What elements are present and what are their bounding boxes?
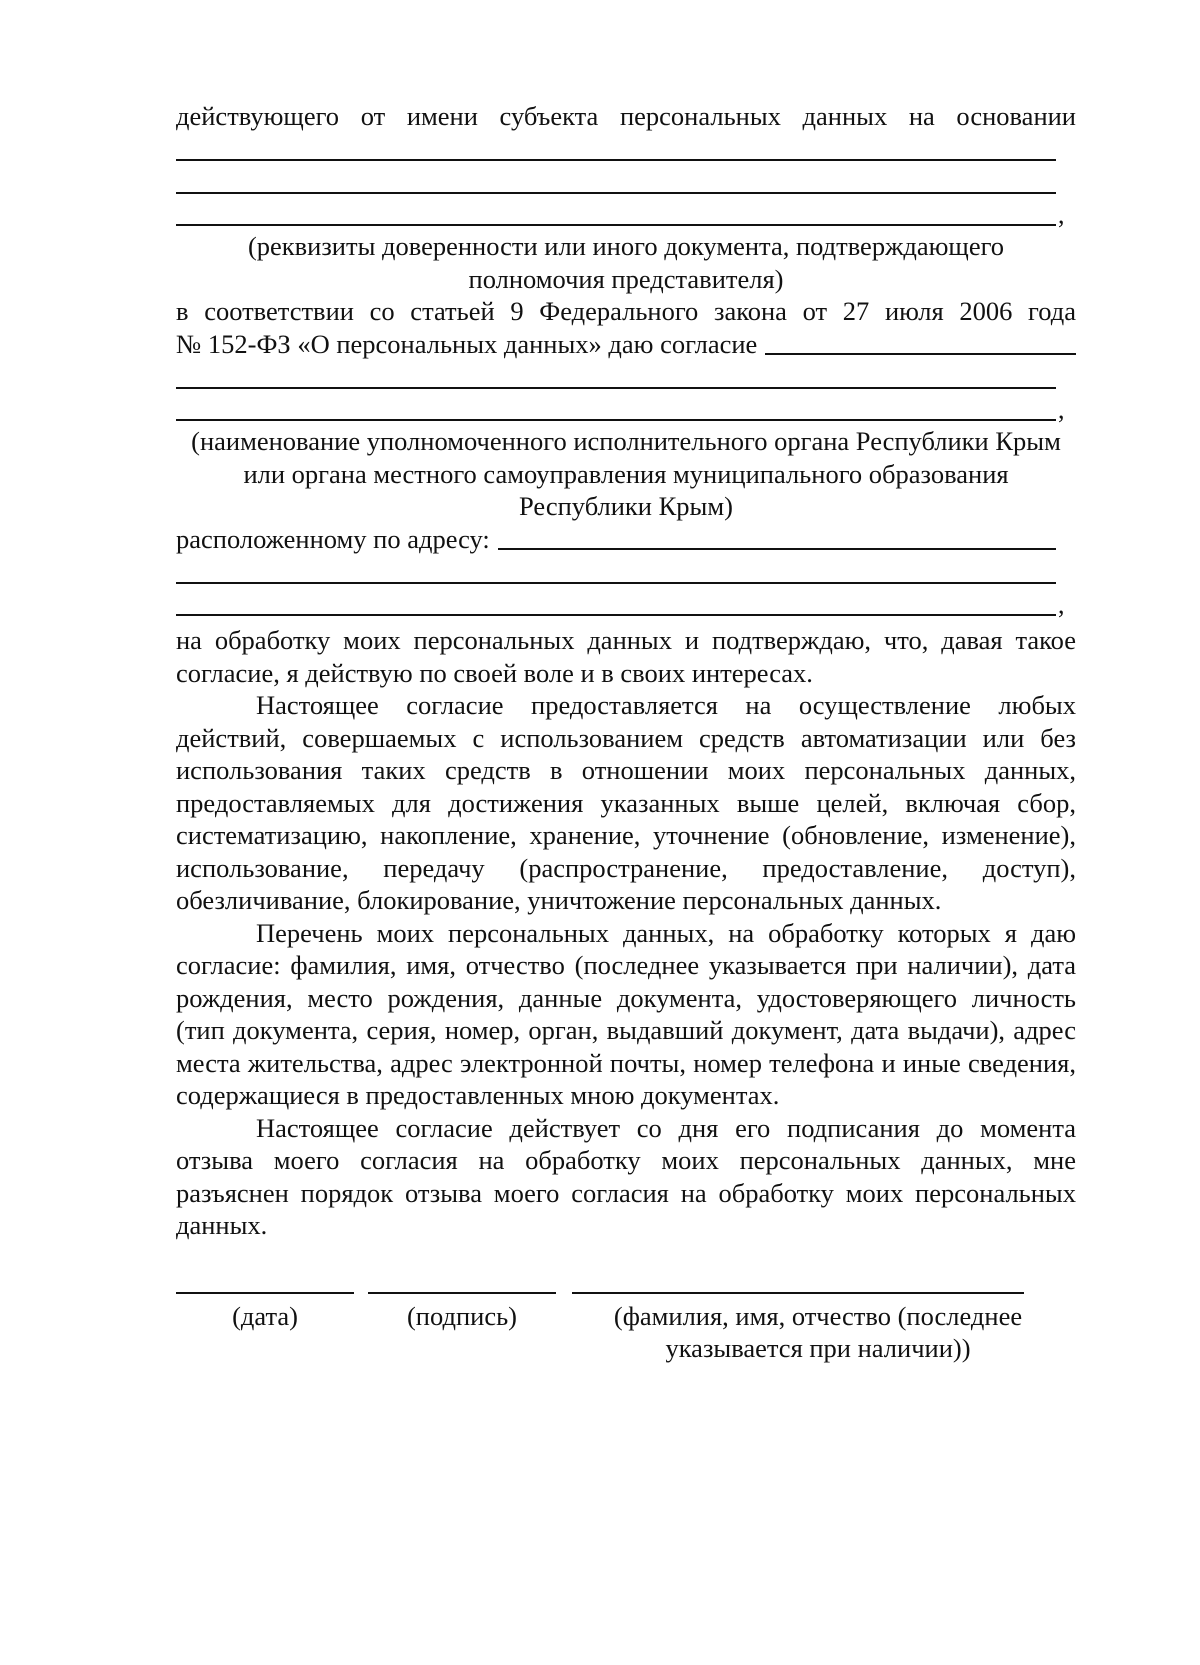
full-name-label: (фамилия, имя, отчество (последнее указывается при наличии)) [613, 1300, 1023, 1363]
law-consent-text: № 152-ФЗ «О персональных данных» даю согласие [176, 328, 758, 359]
blank-rule [176, 224, 1056, 226]
signature-block [176, 1272, 1076, 1392]
blank-rule [176, 419, 1056, 421]
blank-rule [176, 192, 1056, 194]
basis-caption: (реквизиты доверенности или иного документа, подтверждающего полномочия представителя) [247, 231, 1005, 294]
blank-rule [176, 387, 1056, 389]
recipient-field-line-2[interactable] [176, 360, 1076, 393]
consent-recipient-row [176, 328, 1076, 361]
blank-rule [176, 614, 1056, 616]
address-row [176, 523, 1076, 556]
basis-field-line-1[interactable] [176, 133, 1076, 166]
date-field[interactable] [176, 1292, 354, 1294]
date-label: (дата) [232, 1300, 298, 1331]
recipient-caption: (наименование уполномоченного исполнительного органа Республики Крым или органа местного самоуправления муниципального образования Республики Крым) [191, 426, 1061, 521]
trailing-comma: , [1058, 395, 1065, 424]
trailing-comma: , [1058, 200, 1065, 229]
actions-paragraph: Настоящее согласие предоставляется на осуществление любых действий, совершаемых с использованием средств автоматизации или без использования таких средств в отношении моих персональных данных, предоставляемых для достижения указанных выше целей, включая сбор, систематизацию, накопление, хранение, уточнение (обновление, изменение), использование, передачу (распространение, предоставление, доступ), обезличивание, блокирование, уничтожение персональных данных. [176, 690, 1076, 915]
address-field[interactable] [498, 548, 1056, 550]
signature-label: (подпись) [406, 1300, 517, 1331]
recipient-field[interactable] [765, 353, 1076, 355]
law-reference-line: в соответствии со статьей 9 Федерального закона от 27 июля 2006 года [176, 296, 1076, 326]
consent-form-page [176, 100, 1076, 1392]
data-list-paragraph: Перечень моих персональных данных, на обработку которых я даю согласие: фамилия, имя, отчество (последнее указывается при наличии), дата рождения, место рождения, данные документа, удостоверяющего личность (тип документа, серия, номер, орган, выдавший документ, дата выдачи), адрес места жительства, адрес электронной почты, номер телефона и иные сведения, содержащиеся в предоставленных мною документах. [176, 917, 1076, 1110]
blank-rule [176, 582, 1056, 584]
address-field-line-3[interactable] [176, 588, 1076, 621]
blank-rule [176, 159, 1056, 161]
recipient-field-line-3[interactable] [176, 393, 1076, 426]
validity-paragraph: Настоящее согласие действует со дня его подписания до момента отзыва моего согласия на обработку моих персональных данных, мне разъяснен порядок отзыва моего согласия на обработку моих персональных данных. [176, 1112, 1076, 1240]
address-field-line-2[interactable] [176, 555, 1076, 588]
basis-field-line-2[interactable] [176, 165, 1076, 198]
trailing-comma: , [1058, 590, 1065, 619]
address-label: расположенному по адресу: [176, 523, 490, 554]
consent-paragraph: на обработку моих персональных данных и подтверждаю, что, давая такое согласие, я действую по своей воле и в своих интересах. [176, 625, 1076, 688]
full-name-field[interactable] [572, 1292, 1024, 1294]
signature-field[interactable] [368, 1292, 556, 1294]
representative-basis-line: действующего от имени субъекта персональных данных на основании [176, 101, 1076, 131]
basis-field-line-3[interactable] [176, 198, 1076, 231]
